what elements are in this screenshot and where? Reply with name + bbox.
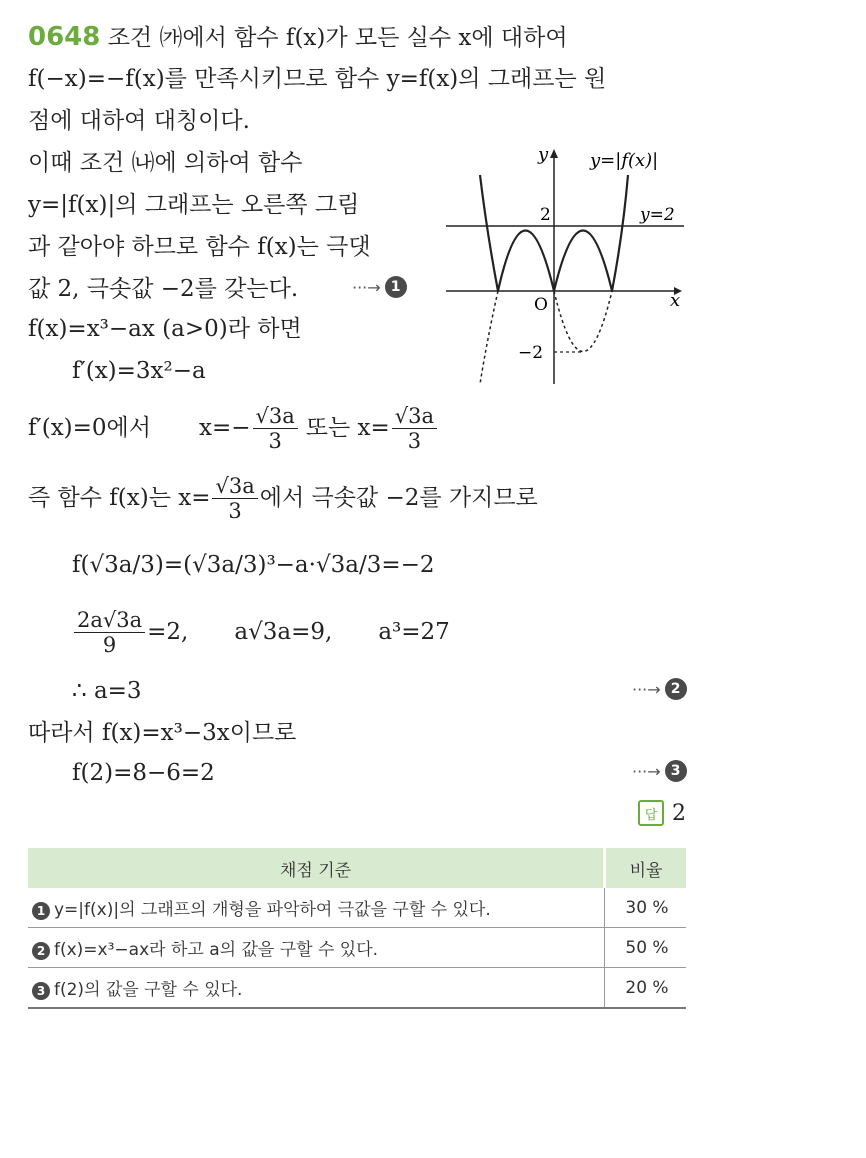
problem-line-15: 따라서 f(x)=x³−3x이므로 [28, 720, 297, 746]
fraction-numerator: √3a [392, 404, 437, 429]
fraction-numerator: √3a [212, 474, 257, 499]
table-row [28, 928, 686, 968]
problem-line-3: 점에 대하여 대칭이다. [28, 108, 250, 134]
fraction-denominator: 3 [268, 428, 282, 453]
problem-line-7: 값 2, 극솟값 −2를 갖는다. [28, 276, 299, 302]
dashed-curve-left [480, 291, 498, 384]
circled-number-2: 2 [32, 942, 50, 960]
arrow-icon: ···→ [632, 761, 661, 781]
tick-label-2: 2 [540, 205, 551, 225]
fraction-denominator: 3 [228, 498, 242, 523]
x-axis-label: x [670, 290, 681, 311]
criteria-text: y=|f(x)|의 그래프의 개형을 파악하여 극값을 구할 수 있다. [54, 900, 491, 920]
rate-cell: 50 % [605, 928, 687, 968]
header-rate: 비율 [605, 848, 687, 888]
rate-cell: 20 % [605, 968, 687, 1009]
line11-text-b: 에서 극솟값 −2를 가지므로 [259, 485, 538, 511]
rate-cell: 30 % [605, 888, 687, 928]
line10-text-a: f′(x)=0에서 [28, 415, 151, 441]
problem-line-8: f(x)=x³−ax (a>0)라 하면 [28, 316, 302, 342]
criteria-cell [28, 888, 605, 928]
problem-line-10 [28, 400, 439, 456]
fraction-denominator: 3 [407, 428, 422, 453]
answer-icon: 답 [638, 800, 664, 826]
fraction-denominator: 9 [102, 632, 117, 657]
fraction-root3a-over-3-b [392, 404, 437, 453]
fraction-2aroot3a-over-9 [74, 608, 145, 657]
tick-label-neg-2: −2 [518, 343, 544, 363]
criteria-cell [28, 968, 605, 1009]
fraction-root3a-over-3-c [212, 474, 257, 523]
circled-number-1: 1 [32, 902, 50, 920]
problem-line-12: f(√3a/3)=(√3a/3)³−a·√3a/3=−2 [72, 552, 435, 578]
marker-1 [352, 276, 407, 298]
fraction-numerator: 2a√3a [74, 608, 145, 633]
circled-number-3: 3 [665, 760, 687, 782]
problem-number: 0648 [28, 22, 101, 52]
y-axis-arrow-icon [550, 149, 558, 158]
problem-text-1: 조건 ㈎에서 함수 f(x)가 모든 실수 x에 대하여 [107, 25, 568, 51]
circled-number-2: 2 [665, 678, 687, 700]
line13-text-a: =2, [147, 619, 189, 645]
curve-label: y=|f(x)| [590, 150, 659, 171]
y-axis-label: y [538, 144, 549, 165]
line10-text-c: 또는 x= [305, 415, 390, 441]
table-header-row [28, 848, 686, 888]
table-row [28, 968, 686, 1009]
criteria-text: f(x)=x³−ax라 하고 a의 값을 구할 수 있다. [54, 940, 379, 960]
problem-line-5: y=|f(x)|의 그래프는 오른쪽 그림 [28, 192, 360, 218]
criteria-text: f(2)의 값을 구할 수 있다. [54, 980, 243, 1000]
table-row [28, 888, 686, 928]
origin-label: O [534, 295, 548, 315]
circled-number-1: 1 [385, 276, 407, 298]
criteria-cell [28, 928, 605, 968]
problem-line-1 [28, 22, 568, 53]
graph-abs-cubic [430, 140, 700, 390]
fraction-numerator: √3a [253, 404, 298, 429]
problem-line-6: 과 같아야 하므로 함수 f(x)는 극댓 [28, 234, 371, 260]
circled-number-3: 3 [32, 982, 50, 1000]
dashed-curve-right [554, 291, 612, 352]
problem-line-14: ∴ a=3 [72, 678, 142, 704]
problem-line-13 [72, 604, 450, 660]
line11-text-a: 즉 함수 f(x)는 x= [28, 485, 211, 511]
answer-value: 2 [672, 800, 686, 826]
scoring-table [28, 848, 686, 1009]
problem-line-2: f(−x)=−f(x)를 만족시키므로 함수 y=f(x)의 그래프는 원 [28, 66, 607, 92]
problem-line-9: f′(x)=3x²−a [72, 358, 206, 384]
line13-text-b: a√3a=9, [234, 619, 333, 645]
fraction-root3a-over-3 [253, 404, 298, 453]
problem-line-11 [28, 470, 538, 526]
arrow-icon: ···→ [632, 679, 661, 699]
line13-text-c: a³=27 [378, 619, 450, 645]
problem-line-16: f(2)=8−6=2 [72, 760, 215, 786]
answer [638, 800, 686, 826]
arrow-icon: ···→ [352, 277, 381, 297]
header-criteria: 채점 기준 [28, 848, 605, 888]
problem-line-4: 이때 조건 ㈏에 의하여 함수 [28, 150, 303, 176]
line10-text-b: x=− [199, 415, 251, 441]
line-label: y=2 [640, 205, 675, 225]
marker-2 [632, 678, 687, 700]
marker-3 [632, 760, 687, 782]
